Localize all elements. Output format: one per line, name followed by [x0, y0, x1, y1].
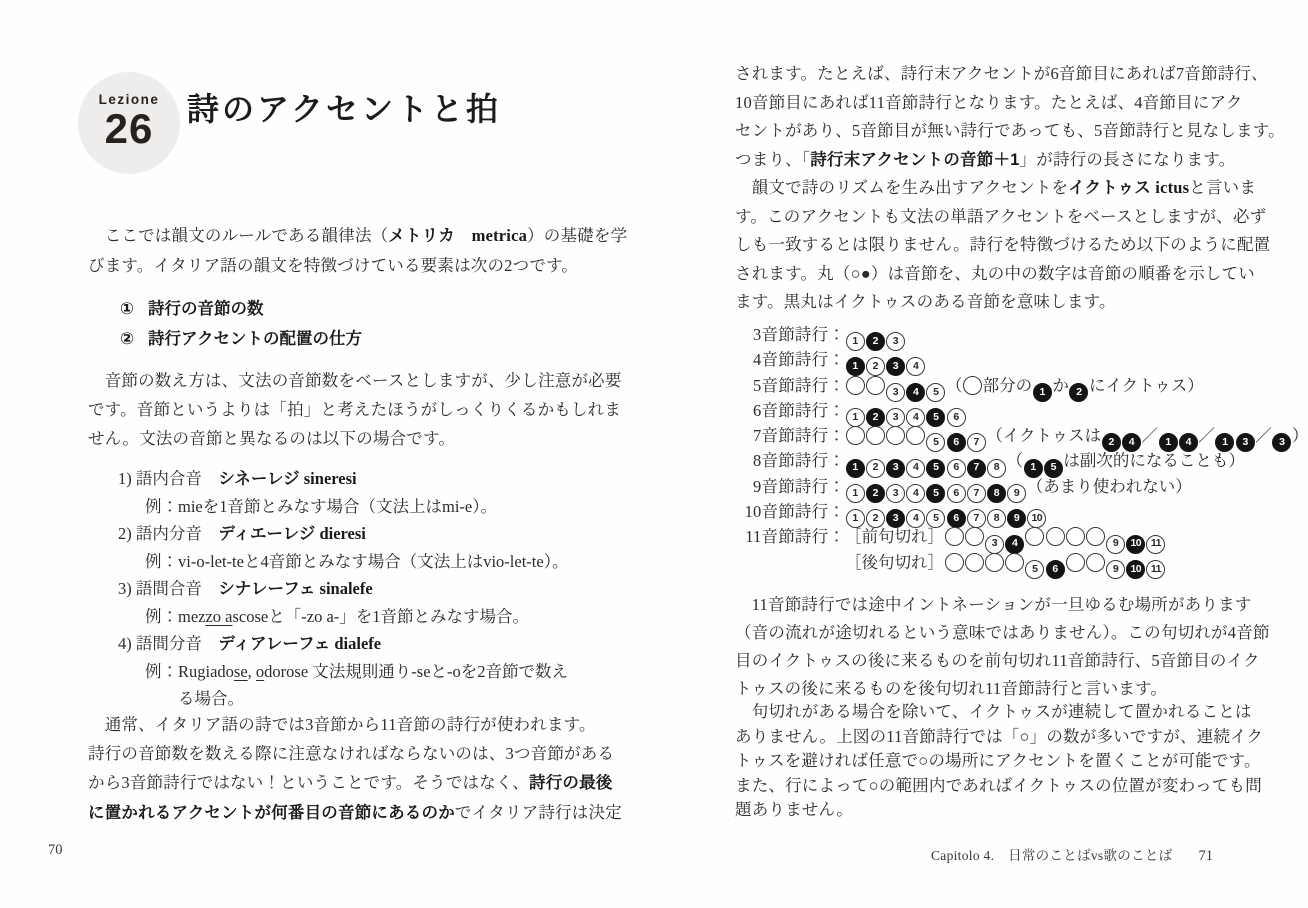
caesura-paragraph: [735, 591, 1270, 703]
text-segment: ／: [1255, 426, 1272, 446]
verse-row-circles: [845, 451, 1245, 474]
verse-row-3: [737, 322, 1308, 347]
syllable-circle: 2: [866, 357, 885, 376]
verse-row-label: 10音節詩行：: [744, 502, 845, 522]
syllable-circle: 1: [846, 484, 865, 503]
verse-row-circles: [845, 350, 926, 373]
verse-row-label: 7音節詩行：: [753, 426, 845, 446]
text-segment: シネーレジ: [218, 470, 300, 488]
text-segment: se: [233, 662, 248, 681]
text-segment: イクトゥス: [1068, 179, 1151, 197]
ictus-paragraph: [735, 174, 1270, 317]
ictus-filled-circle: 9: [1007, 509, 1026, 528]
ictus-filled-circle: 7: [967, 459, 986, 478]
text-segment: されます。丸（○●）は音節を、丸の中の数字は音節の順番を示してい: [735, 263, 1256, 283]
syllable-circle: 11: [1146, 560, 1165, 579]
text-segment: dieresi: [319, 524, 366, 543]
ictus-filled-circle: 2: [1069, 383, 1088, 402]
text-segment: ／: [1198, 426, 1215, 446]
text-segment: 目のイクトゥスの後に来るものを前句切れ11音節詩行、5音節目のイク: [735, 651, 1260, 670]
syllable-circle: 2: [866, 509, 885, 528]
text-segment: しも一致するとは限りません。詩行を特徴づけるため以下のように配置: [735, 235, 1271, 254]
term-dialefe-example: [118, 658, 568, 712]
verse-row-label: 5音節詩行：: [753, 375, 845, 395]
term-dieresi-example: [118, 548, 568, 575]
text-segment: に置かれるアクセントが何番目の音節にあるのか: [88, 804, 455, 822]
free-syllable-circle: [945, 527, 964, 546]
lesson-label: Lezione: [98, 92, 160, 107]
free-syllable-circle: [1025, 527, 1044, 546]
verse-row-10: [737, 499, 1308, 524]
verse-row-label: 4音節詩行：: [753, 350, 845, 370]
text-segment: ／: [1141, 426, 1158, 446]
text-segment: メトリカ: [388, 227, 455, 245]
ictus-filled-circle: 3: [1236, 433, 1255, 452]
term-dialefe-head: [118, 630, 568, 658]
ictus-filled-circle: 10: [1126, 535, 1145, 554]
syllable-circle: 6: [947, 459, 966, 478]
syllable-circle: 11: [1146, 535, 1165, 554]
ictus-filled-circle: 5: [926, 484, 945, 503]
footer-right: [931, 844, 1213, 865]
text-segment: トゥスの後に来るものを後句切れ11音節詩行と言います。: [735, 679, 1168, 698]
ictus-filled-circle: 1: [1033, 383, 1052, 402]
text-segment: ,: [247, 662, 256, 681]
ictus-filled-circle: 3: [886, 509, 905, 528]
ictus-filled-circle: 6: [947, 433, 966, 452]
ictus-filled-circle: 1: [1215, 433, 1234, 452]
free-syllable-circle: [866, 426, 885, 445]
ictus-filled-circle: 5: [1044, 459, 1063, 478]
syllable-circle: 4: [906, 459, 925, 478]
text-segment: 11音節詩行では途中イントネーションが一旦ゆるむ場所があります: [735, 595, 1252, 614]
text-segment: ます。黒丸はイクトゥスのある音節を意味します。: [735, 292, 1116, 311]
ictus-filled-circle: 8: [987, 484, 1006, 503]
page-number-left: 70: [48, 842, 63, 858]
verse-row-9: [737, 474, 1308, 499]
free-syllable-circle: [1086, 527, 1105, 546]
text-segment: （音の流れが途切れるという意味ではありません）。この句切れが4音節: [735, 623, 1270, 642]
free-syllable-circle: [1086, 553, 1105, 572]
text-segment: o: [255, 662, 265, 681]
syllable-circle: 9: [1007, 484, 1026, 503]
ictus-filled-circle: 1: [1024, 459, 1043, 478]
syllable-circle: 4: [906, 357, 925, 376]
text-segment: 詩行末アクセントの音節＋1: [810, 150, 1020, 169]
free-syllable-circle: [906, 426, 925, 445]
text-segment: す。このアクセントも文法の単語アクセントをベースとしますが、必ず: [735, 206, 1267, 226]
free-syllable-circle: [965, 553, 984, 572]
syllable-circle: 6: [947, 408, 966, 427]
text-segment: （イクトゥスは: [986, 426, 1102, 446]
syllable-circle: 3: [886, 408, 905, 427]
verse-row-11-back: [737, 550, 1308, 575]
text-segment: （: [1006, 451, 1023, 471]
ictus-filled-circle: 4: [1122, 433, 1141, 452]
lesson-number: 26: [104, 105, 154, 152]
point-syllable-count: [120, 294, 362, 324]
text-segment: です。音節というよりは「拍」と考えたほうがしっくりくるかもしれま: [88, 400, 622, 419]
syllable-circle: 3: [886, 383, 905, 402]
text-segment: dorose 文法規則通り-seと-oを2音節で数え: [264, 662, 569, 681]
verse-row-circles: [845, 325, 906, 347]
point-number: ②: [120, 330, 134, 348]
syllable-circle: 9: [1106, 535, 1125, 554]
text-segment: また、行によって○の範囲内であればイクトゥスの位置が変わっても問: [735, 775, 1262, 795]
syllable-circle: 7: [967, 509, 986, 528]
ictus-filled-circle: 5: [926, 408, 945, 427]
point-text: 詩行アクセントの配置の仕方: [147, 330, 362, 348]
free-syllable-circle: [1066, 527, 1085, 546]
text-segment: （: [945, 375, 963, 395]
verse-length-paragraph: [88, 710, 622, 828]
text-segment: scoseと「-zo a-」を1音節とみなす場合。: [232, 607, 530, 626]
free-syllable-circle: [866, 376, 885, 395]
text-segment: つまり、「: [735, 149, 811, 169]
syllable-circle: 4: [906, 484, 925, 503]
syllable-circle: 7: [967, 433, 986, 452]
text-segment: 2) 語内分音: [118, 524, 219, 543]
ictus-filled-circle: 1: [846, 459, 865, 478]
point-number: ①: [120, 300, 134, 318]
text-segment: 例：mieを1音節とみなす場合（文法上はmi-e）。: [145, 497, 497, 516]
syllable-circle: 4: [906, 509, 925, 528]
verse-pattern-list: [737, 322, 1308, 575]
verse-row-circles: [845, 502, 1047, 525]
free-syllable-circle: [846, 376, 865, 395]
ictus-filled-circle: 6: [947, 509, 966, 528]
text-segment: びます。イタリア語の韻文を特徴づけている要素は次の2つです。: [88, 256, 579, 275]
counting-paragraph: [88, 366, 622, 453]
ictus-filled-circle: 4: [1179, 433, 1198, 452]
text-segment: dialefe: [334, 634, 382, 653]
chapter-title: Capitolo 4. 日常のことばvs歌のことば: [930, 848, 1173, 863]
syllable-circle: 1: [846, 408, 865, 427]
text-segment: ）: [1291, 426, 1308, 446]
syllable-circle: 6: [947, 484, 966, 503]
text-segment: （あまり使われない）: [1026, 476, 1192, 496]
syllable-circle: 5: [1025, 560, 1044, 579]
verse-row-circles: [845, 375, 1204, 398]
verse-row-label: 9音節詩行：: [753, 476, 845, 496]
term-dieresi-head: [118, 520, 568, 548]
free-syllable-circle: [963, 376, 982, 395]
free-syllable-circle: [1066, 553, 1085, 572]
ictus-filled-circle: 3: [886, 357, 905, 376]
intro-paragraph: [88, 221, 627, 280]
ictus-filled-circle: 6: [1046, 560, 1065, 579]
text-segment: にイクトゥス）: [1089, 375, 1204, 395]
ictus-filled-circle: 3: [886, 459, 905, 478]
verse-row-circles: [845, 527, 1166, 550]
text-segment: 通常、イタリア語の詩では3音節から11音節の詩行が使われます。: [88, 715, 596, 734]
syllable-circle: 8: [987, 459, 1006, 478]
text-segment: トゥスを避ければ任意で○の場所にアクセントを置くことが可能です。: [735, 751, 1261, 770]
term-sineresi-head: [118, 465, 568, 493]
text-segment: ［後句切れ］: [845, 552, 944, 572]
free-syllable-circle: [886, 426, 905, 445]
verse-row-4: [737, 347, 1308, 372]
text-segment: ）の基礎を学: [527, 226, 628, 245]
ictus-filled-circle: 2: [1102, 433, 1121, 452]
continuation-paragraph: [735, 60, 1285, 174]
verse-row-circles: [845, 476, 1192, 499]
text-segment: か: [1052, 375, 1069, 395]
term-sinalefe-head: [118, 575, 568, 603]
text-segment: ディアレーフェ: [218, 635, 331, 653]
syllable-circle: 7: [967, 484, 986, 503]
verse-row-label: 8音節詩行：: [753, 451, 845, 471]
syllable-circle: 3: [886, 484, 905, 503]
text-segment: 題ありません。: [735, 800, 853, 819]
terms-list: [118, 465, 568, 712]
syllable-circle: 9: [1106, 560, 1125, 579]
free-syllable-circle: [965, 527, 984, 546]
text-segment: 韻文で詩のリズムを生み出すアクセントを: [735, 178, 1069, 197]
ictus-filled-circle: 2: [866, 484, 885, 503]
text-segment: る場合。: [145, 689, 244, 708]
text-segment: ディエーレジ: [218, 525, 316, 543]
point-text: 詩行の音節の数: [147, 300, 264, 318]
verse-row-7: [737, 423, 1308, 448]
syllable-circle: 8: [987, 509, 1006, 528]
text-segment: zo a: [205, 607, 233, 626]
verse-row-5: [737, 373, 1308, 398]
verse-row-circles: [845, 401, 966, 423]
text-segment: 音節の数え方は、文法の音節数をベースとしますが、少し注意が必要: [88, 371, 622, 390]
verse-row-6: [737, 398, 1308, 423]
free-syllable-circle: [945, 553, 964, 572]
ictus-filled-circle: 5: [926, 459, 945, 478]
text-segment: 3) 語間合音: [118, 579, 219, 598]
text-segment: 」が詩行の長さになります。: [1019, 149, 1236, 169]
text-segment: ［前句切れ］: [845, 527, 944, 547]
syllable-circle: 3: [886, 332, 905, 351]
free-syllable-circle: [1005, 553, 1024, 572]
verse-row-label: 6音節詩行：: [753, 400, 845, 420]
verse-row-label: 11音節詩行：: [745, 527, 845, 547]
text-segment: ictus: [1155, 178, 1190, 197]
ictus-filled-circle: 2: [866, 332, 885, 351]
page-number-right: 71: [1198, 848, 1213, 864]
verse-row-circles: [845, 426, 1308, 449]
text-segment: 1) 語内合音: [118, 469, 219, 488]
syllable-circle: 5: [926, 509, 945, 528]
syllable-circle: 1: [846, 332, 865, 351]
text-segment: シナレーフェ: [218, 580, 316, 598]
text-segment: 句切れがある場合を除いて、イクトゥスが連続して置かれることは: [735, 702, 1252, 721]
syllable-circle: 5: [926, 383, 945, 402]
term-sineresi-example: [118, 493, 568, 520]
text-segment: 部分の: [982, 375, 1033, 395]
term-sinalefe-example: [118, 603, 568, 630]
text-segment: セントがあり、5音節目が無い詩行であっても、5音節詩行と見なします。: [735, 121, 1285, 140]
free-syllable-circle: [846, 426, 865, 445]
ictus-filled-circle: 1: [1159, 433, 1178, 452]
text-segment: ここでは韻文のルールである韻律法（: [88, 226, 389, 245]
text-segment: 詩行の最後: [529, 774, 613, 792]
syllable-circle: 4: [906, 408, 925, 427]
text-segment: 10音節目にあれば11音節詩行となります。たとえば、4音節目にアク: [735, 92, 1243, 112]
text-segment: せん。文法の音節と異なるのは以下の場合です。: [88, 429, 456, 448]
text-segment: 詩行の音節数を数える際に注意なければならないのは、3つ音節がある: [88, 744, 615, 763]
free-syllable-circle: [985, 553, 1004, 572]
ictus-filled-circle: 3: [1272, 433, 1291, 452]
syllable-circle: 3: [985, 535, 1004, 554]
free-syllable-circle: [1046, 527, 1065, 546]
lesson-title: 詩のアクセントと拍: [187, 91, 502, 127]
text-segment: metrica: [471, 226, 528, 245]
text-segment: と言いま: [1189, 178, 1257, 197]
syllable-circle: 2: [866, 459, 885, 478]
text-segment: 例：vi-o-let-teと4音節とみなす場合（文法上はvio-let-te）。: [145, 552, 569, 571]
syllable-circle: 1: [846, 509, 865, 528]
ictus-filled-circle: 2: [866, 408, 885, 427]
syllable-circle: 5: [926, 433, 945, 452]
text-segment: sinalefe: [319, 579, 373, 598]
lesson-badge: [78, 72, 180, 174]
syllable-circle: 10: [1027, 509, 1046, 528]
key-points-list: [120, 294, 362, 354]
text-segment: sineresi: [303, 469, 357, 488]
text-segment: されます。たとえば、詩行末アクセントが6音節目にあれば7音節詩行、: [735, 64, 1268, 83]
point-accent-placement: [120, 324, 362, 354]
ictus-filled-circle: 10: [1126, 560, 1145, 579]
ictus-filled-circle: 1: [846, 357, 865, 376]
verse-row-circles: [845, 552, 1166, 575]
ictus-filled-circle: 4: [1005, 535, 1024, 554]
verse-row-11-front: [737, 524, 1308, 549]
text-segment: でイタリア詩行は決定: [454, 803, 622, 822]
verse-row-label: 3音節詩行：: [753, 325, 845, 344]
text-segment: ありません。上図の11音節詩行では「○」の数が多いですが、連続イク: [735, 726, 1264, 746]
ictus-filled-circle: 4: [906, 383, 925, 402]
text-segment: 例：mez: [145, 607, 206, 626]
text-segment: [455, 226, 472, 245]
text-segment: 例：Rugiado: [145, 662, 234, 681]
consecutive-ictus-paragraph: [735, 700, 1263, 823]
verse-row-8: [737, 448, 1308, 473]
text-segment: は副次的になることも）: [1063, 451, 1245, 471]
text-segment: 4) 語間分音: [118, 634, 219, 653]
text-segment: から3音節詩行ではない！ということです。そうではなく、: [88, 773, 529, 792]
